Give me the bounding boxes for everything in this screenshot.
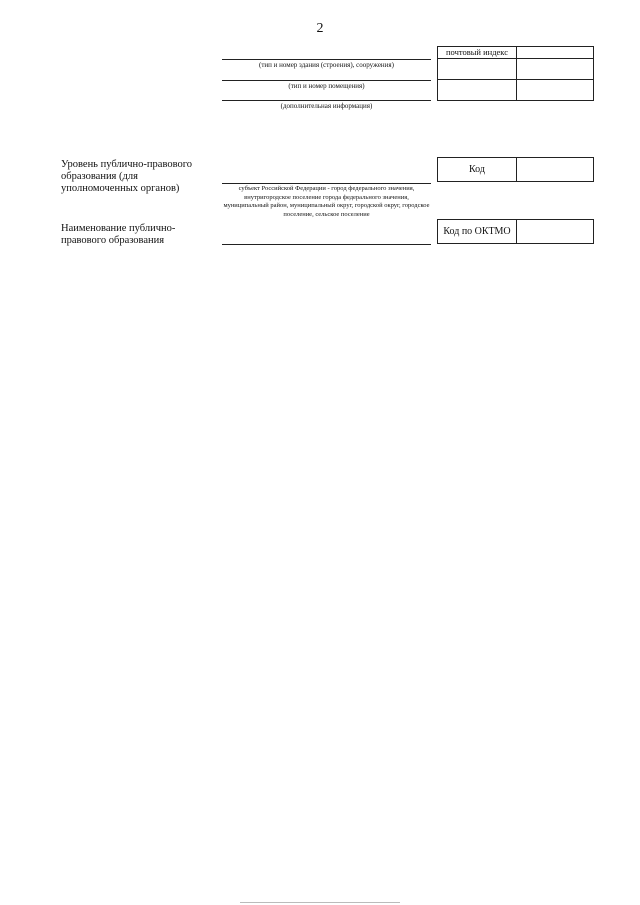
level-input-line[interactable] bbox=[222, 183, 431, 184]
postal-index-label: почтовый индекс bbox=[446, 47, 508, 57]
oktmo-code-field[interactable] bbox=[517, 220, 593, 243]
postal-row2-right-cell[interactable] bbox=[517, 59, 593, 79]
level-caption: субъект Российской Федерации - город федерального значения, внутригородское поселение города федерального значения, муниципальный район, муниципальный округ, городской округ, городское поселение, сельское поселение bbox=[223, 185, 430, 218]
building-caption: (тип и номер здания (строения), сооружения) bbox=[259, 61, 394, 69]
building-input-line[interactable] bbox=[222, 59, 431, 60]
level-code-label: Код bbox=[469, 164, 485, 175]
bottom-edge-line bbox=[240, 902, 400, 903]
postal-row3-left-cell[interactable] bbox=[438, 80, 516, 100]
postal-index-grid bbox=[437, 46, 594, 101]
page-number: 2 bbox=[316, 21, 324, 36]
additional-info-input-line[interactable] bbox=[222, 100, 431, 101]
postal-row2-left-cell[interactable] bbox=[438, 59, 516, 79]
oktmo-code-box bbox=[437, 219, 594, 244]
level-code-field[interactable] bbox=[517, 158, 593, 181]
level-label: Уровень публично-правового образования (для уполномоченных органов) bbox=[61, 159, 193, 194]
room-input-line[interactable] bbox=[222, 80, 431, 81]
postal-index-field[interactable] bbox=[517, 47, 593, 58]
level-code-box bbox=[437, 157, 594, 182]
postal-row3-right-cell[interactable] bbox=[517, 80, 593, 100]
entity-name-input-line[interactable] bbox=[222, 244, 431, 245]
additional-info-caption: (дополнительная информация) bbox=[280, 102, 373, 110]
room-caption: (тип и номер помещения) bbox=[288, 82, 365, 90]
oktmo-code-label: Код по ОКТМО bbox=[443, 226, 511, 237]
entity-name-label: Наименование публично-правового образования bbox=[61, 223, 176, 246]
